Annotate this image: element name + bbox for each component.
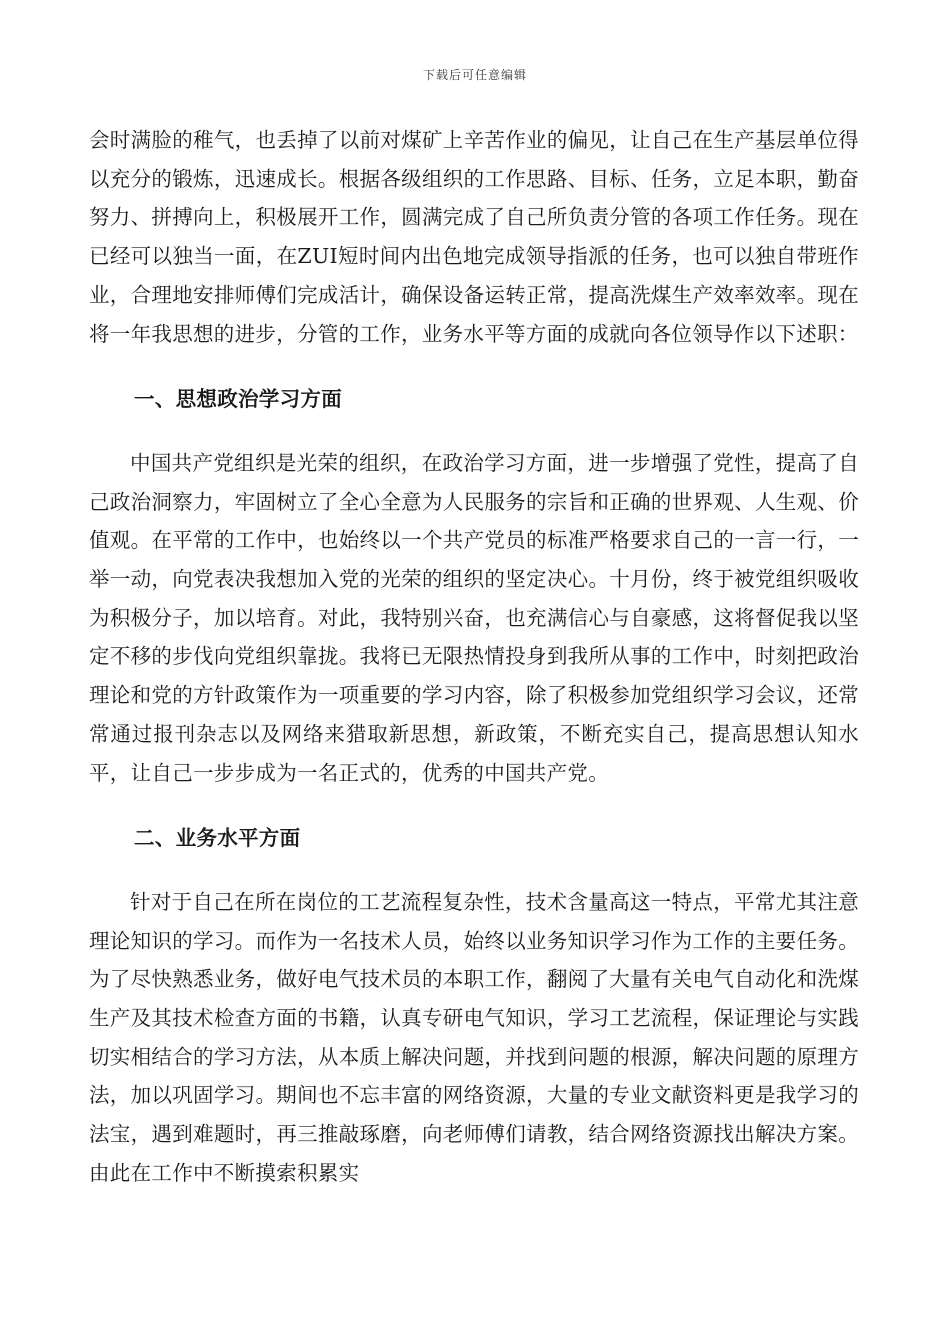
section-paragraph-political-study: 中国共产党组织是光荣的组织，在政治学习方面，进一步增强了党性，提高了自己政治洞察力，牢固树立了全心全意为人民服务的宗旨和正确的世界观、人生观、价值观。在平常的工作中，也始终以一个共产党员的标准严格要求自己的一言一行，一举一动，向党表决我想加入党的光荣的组织的坚定决心。十月份，终于被党组织吸收为积极分子，加以培育。对此，我特别兴奋，也充满信心与自豪感，这将督促我以坚定不移的步伐向党组织靠拢。我将已无限热情投身到我所从事的工作中，时刻把政治理论和党的方针政策作为一项重要的学习内容，除了积极参加党组织学习会议，还常常通过报刊杂志以及网络来猎取新思想，新政策，不断充实自己，提高思想认知水平，让自己一步步成为一名正式的，优秀的中国共产党。: [89, 450, 859, 785]
spacer: [89, 792, 859, 819]
spacer: [89, 353, 859, 380]
page-header-note: 下载后可任意编辑: [422, 68, 527, 82]
section-heading-political-study: 一、思想政治学习方面: [134, 387, 342, 412]
intro-paragraph: 会时满脸的稚气，也丢掉了以前对煤矿上辛苦作业的偏见，让自己在生产基层单位得以充分的锻炼，迅速成长。根据各级组织的工作思路、目标、任务，立足本职，勤奋努力、拼搏向上，积极展开工作，圆满完成了自己所负责分管的各项工作任务。现在已经可以独当一面，在ZUI短时间内出色地完成领导指派的任务，也可以独自带班作业，合理地安排师傅们完成活计，确保设备运转正常，提高洗煤生产效率效率。现在将一年我思想的进步，分管的工作，业务水平等方面的成就向各位领导作以下述职：: [89, 128, 859, 346]
section-heading-business-level: 二、业务水平方面: [134, 826, 301, 851]
spacer: [89, 419, 859, 444]
spacer: [89, 858, 859, 883]
section-paragraph-business-level: 针对于自己在所在岗位的工艺流程复杂性，技术含量高这一特点，平常尤其注意理论知识的学习。而作为一名技术人员，始终以业务知识学习作为工作的主要任务。为了尽快熟悉业务，做好电气技术员的本职工作，翻阅了大量有关电气自动化和洗煤生产及其技术检查方面的书籍，认真专研电气知识，学习工艺流程，保证理论与实践切实相结合的学习方法，从本质上解决问题，并找到问题的根源，解决问题的原理方法，加以巩固学习。期间也不忘丰富的网络资源，大量的专业文献资料更是我学习的法宝，遇到难题时，再三推敲琢磨，向老师傅们请教，结合网络资源找出解决方案。由此在工作中不断摸索积累实: [89, 889, 859, 1185]
document-body: [89, 121, 859, 1193]
